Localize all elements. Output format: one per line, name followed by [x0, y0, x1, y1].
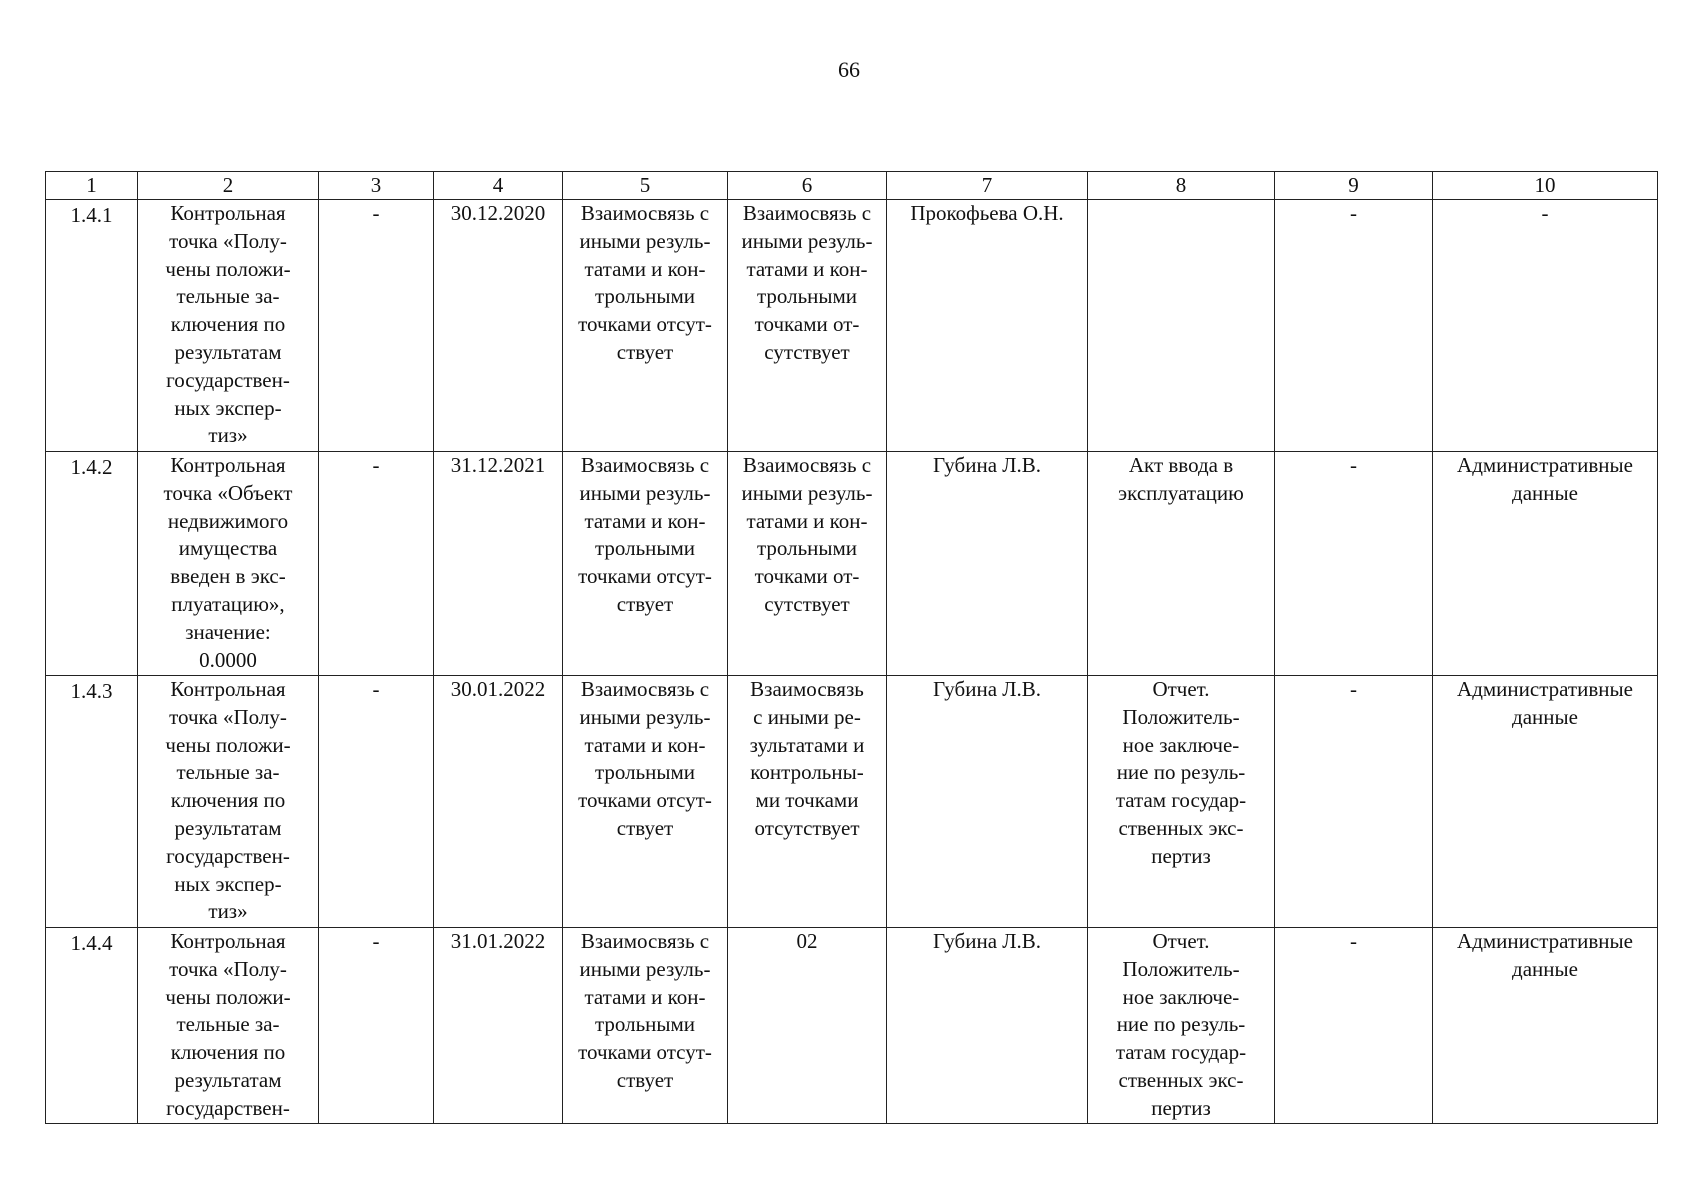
document-cell: [1088, 928, 1275, 1124]
source-value: -: [1541, 201, 1549, 225]
column-header: 2: [138, 172, 319, 200]
column-header: 3: [319, 172, 434, 200]
date-value: 31.01.2022: [450, 929, 546, 953]
col3-value: -: [372, 201, 380, 225]
col5-cell: [563, 676, 728, 928]
col6-value: Взаимосвязь с иными резуль- татами и кон- трольными точками от- сутствует: [741, 453, 873, 616]
responsible-cell: [887, 928, 1088, 1124]
col6-cell: [728, 200, 887, 452]
source-cell: [1433, 928, 1658, 1124]
source-cell: [1433, 452, 1658, 676]
responsible-value: Губина Л.В.: [932, 453, 1042, 477]
responsible-cell: [887, 452, 1088, 676]
responsible-value: Прокофьева О.Н.: [910, 201, 1064, 225]
row-id: 1.4.2: [70, 455, 113, 479]
col9-value: -: [1350, 201, 1357, 225]
date-cell: [434, 200, 563, 452]
table-row: [46, 200, 1658, 452]
col6-cell: [728, 452, 887, 676]
source-cell: [1433, 200, 1658, 452]
column-header: 1: [46, 172, 138, 200]
date-value: 31.12.2021: [450, 453, 546, 477]
col3-value: -: [372, 453, 380, 477]
col5-value: Взаимосвязь с иными резуль- татами и кон- трольными точками отсут- ствует: [578, 929, 712, 1092]
control-point-name: Контрольная точка «Полу- чены положи- тельные за- ключения по результатам государствен- ных экспер- тиз»: [165, 677, 291, 924]
responsible-value: Губина Л.В.: [932, 677, 1042, 701]
col6-value: 02: [796, 929, 818, 953]
source-value: Административные данные: [1457, 929, 1633, 981]
row-id-cell: [46, 200, 138, 452]
col3-value: -: [372, 929, 380, 953]
control-point-name-cell: [138, 676, 319, 928]
date-cell: [434, 452, 563, 676]
document-value: Отчет. Положитель- ное заключе- ние по резуль- татам государ- ственных экс- пертиз: [1115, 677, 1247, 868]
table-row: [46, 452, 1658, 676]
column-header: 6: [728, 172, 887, 200]
col5-cell: [563, 928, 728, 1124]
row-id-cell: [46, 452, 138, 676]
document-cell: [1088, 200, 1275, 452]
control-point-name: Контрольная точка «Полу- чены положи- тельные за- ключения по результатам государствен-: [165, 929, 291, 1120]
control-point-name-cell: [138, 200, 319, 452]
date-value: 30.01.2022: [450, 677, 546, 701]
document-value: Отчет. Положитель- ное заключе- ние по резуль- татам государ- ственных экс- пертиз: [1115, 929, 1247, 1120]
col5-cell: [563, 452, 728, 676]
header-row: [46, 172, 1658, 200]
date-cell: [434, 928, 563, 1124]
col6-value: Взаимосвязь с иными ре- зультатами и контрольны- ми точками отсутствует: [749, 677, 865, 840]
document-value: Акт ввода в эксплуатацию: [1118, 453, 1244, 505]
column-header: 5: [563, 172, 728, 200]
responsible-cell: [887, 200, 1088, 452]
col6-cell: [728, 928, 887, 1124]
row-id-cell: [46, 676, 138, 928]
date-cell: [434, 676, 563, 928]
row-id-cell: [46, 928, 138, 1124]
col6-value: Взаимосвязь с иными резуль- татами и кон- трольными точками от- сутствует: [741, 201, 873, 364]
column-header: 4: [434, 172, 563, 200]
date-value: 30.12.2020: [450, 201, 546, 225]
control-point-name-cell: [138, 452, 319, 676]
table-row: [46, 676, 1658, 928]
control-points-table: [45, 171, 1658, 1124]
col3-cell: [319, 676, 434, 928]
col9-cell: [1275, 200, 1433, 452]
row-id: 1.4.1: [70, 203, 113, 227]
col3-cell: [319, 200, 434, 452]
col3-cell: [319, 928, 434, 1124]
row-id: 1.4.3: [70, 679, 113, 703]
col6-cell: [728, 676, 887, 928]
column-header: 9: [1275, 172, 1433, 200]
column-header: 7: [887, 172, 1088, 200]
row-id: 1.4.4: [70, 931, 113, 955]
source-value: Административные данные: [1457, 453, 1633, 505]
col9-value: -: [1350, 677, 1357, 701]
col5-value: Взаимосвязь с иными резуль- татами и кон- трольными точками отсут- ствует: [578, 677, 712, 840]
document-cell: [1088, 452, 1275, 676]
col9-value: -: [1350, 929, 1357, 953]
table-row: [46, 928, 1658, 1124]
responsible-value: Губина Л.В.: [932, 929, 1042, 953]
responsible-cell: [887, 676, 1088, 928]
col9-cell: [1275, 452, 1433, 676]
source-value: Административные данные: [1457, 677, 1633, 729]
col5-value: Взаимосвязь с иными резуль- татами и кон- трольными точками отсут- ствует: [578, 201, 712, 364]
column-header: 10: [1433, 172, 1658, 200]
control-point-name: Контрольная точка «Объект недвижимого имущества введен в экс- плуатацию», значение: 0.0000: [163, 453, 293, 672]
col3-value: -: [372, 677, 380, 701]
col5-cell: [563, 200, 728, 452]
page-number: 66: [838, 57, 860, 82]
control-point-name-cell: [138, 928, 319, 1124]
column-header: 8: [1088, 172, 1275, 200]
document-cell: [1088, 676, 1275, 928]
col5-value: Взаимосвязь с иными резуль- татами и кон- трольными точками отсут- ствует: [578, 453, 712, 616]
col9-cell: [1275, 676, 1433, 928]
col9-cell: [1275, 928, 1433, 1124]
col3-cell: [319, 452, 434, 676]
control-point-name: Контрольная точка «Полу- чены положи- тельные за- ключения по результатам государствен- ных экспер- тиз»: [165, 201, 291, 448]
source-cell: [1433, 676, 1658, 928]
col9-value: -: [1350, 453, 1357, 477]
